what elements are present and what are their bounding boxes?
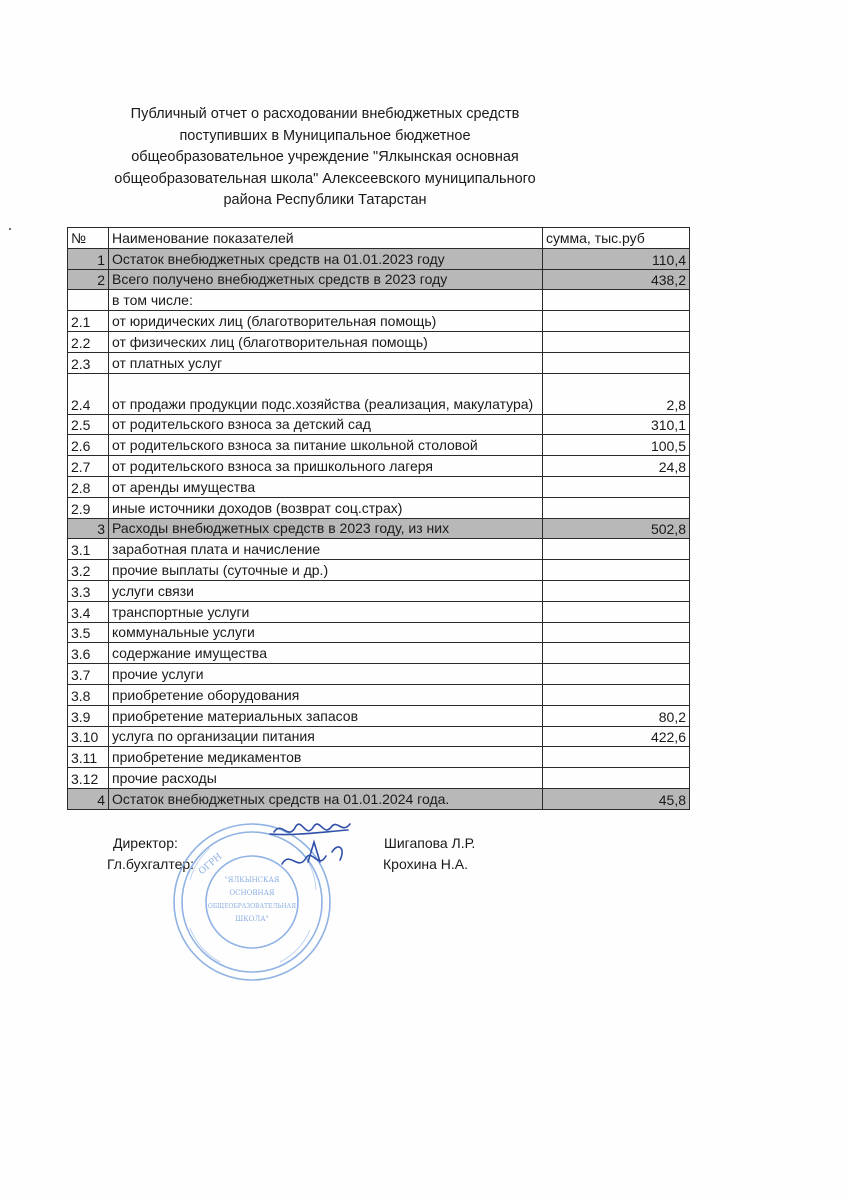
table-row (68, 705, 690, 726)
row-amount: 80,2 (543, 705, 690, 726)
row-number: 3.5 (68, 622, 109, 643)
row-amount (543, 476, 690, 497)
row-amount (543, 664, 690, 685)
title-line: общеобразовательное учреждение "Ялкынская основная (131, 149, 519, 165)
row-number: 2.6 (68, 435, 109, 456)
row-amount (543, 747, 690, 768)
row-amount (543, 331, 690, 352)
seal-text-line: "ЯЛКЫНСКАЯ (224, 876, 280, 884)
table-row (68, 414, 690, 435)
handwritten-signature (262, 812, 362, 882)
seal-outer-text: ОГРН (197, 851, 225, 878)
row-number: 2.3 (68, 352, 109, 373)
header-amount: сумма, тыс.руб (543, 228, 690, 249)
table-header-row (68, 228, 690, 249)
title-line: Публичный отчет о расходовании внебюджетных средств (130, 106, 520, 122)
row-number: 3.11 (68, 747, 109, 768)
row-name: прочие услуги (109, 664, 543, 685)
table-row (68, 331, 690, 352)
table-row (68, 269, 690, 290)
row-name: от платных услуг (109, 352, 543, 373)
table-row (68, 622, 690, 643)
row-name: от физических лиц (благотворительная помощь) (109, 331, 543, 352)
title-line: общеобразовательная школа" Алексеевского муниципального (114, 170, 536, 187)
row-name: от родительского взноса за пришкольного лагеря (109, 456, 543, 477)
seal-text-line: ОСНОВНАЯ (229, 889, 275, 897)
row-amount: 502,8 (543, 518, 690, 539)
row-name: от родительского взноса за питание школьной столовой (109, 435, 543, 456)
table-row (68, 768, 690, 789)
row-amount (543, 580, 690, 601)
row-amount: 422,6 (543, 726, 690, 747)
report-table (67, 227, 690, 810)
row-amount (543, 290, 690, 311)
row-number: 2.4 (68, 373, 109, 414)
director-name: Шигапова Л.Р. (384, 835, 476, 851)
row-name: от продажи продукции подс.хозяйства (реализация, макулатура) (109, 373, 543, 414)
row-amount: 100,5 (543, 435, 690, 456)
table-row (68, 456, 690, 477)
table-row (68, 311, 690, 332)
row-amount: 45,8 (543, 788, 690, 809)
table-row (68, 435, 690, 456)
row-number: 3 (68, 518, 109, 539)
row-number: 3.10 (68, 726, 109, 747)
row-name: содержание имущества (109, 643, 543, 664)
row-name: Остаток внебюджетных средств на 01.01.2023 году (109, 248, 543, 269)
table-row (68, 497, 690, 518)
table-row (68, 726, 690, 747)
row-number (68, 290, 109, 311)
row-name: Остаток внебюджетных средств на 01.01.2024 года. (109, 788, 543, 809)
row-amount (543, 560, 690, 581)
table-row (68, 788, 690, 809)
row-name: заработная плата и начисление (109, 539, 543, 560)
table-row (68, 476, 690, 497)
row-name: транспортные услуги (109, 601, 543, 622)
director-label: Директор: (113, 835, 178, 851)
row-number: 1 (68, 248, 109, 269)
row-amount (543, 311, 690, 332)
row-number: 2.1 (68, 311, 109, 332)
header-name: Наименование показателей (109, 228, 543, 249)
row-number: 2.2 (68, 331, 109, 352)
row-number: 3.8 (68, 684, 109, 705)
row-amount (543, 622, 690, 643)
row-name: от юридических лиц (благотворительная помощь) (109, 311, 543, 332)
row-number: 3.7 (68, 664, 109, 685)
row-amount: 2,8 (543, 373, 690, 414)
header-num: № (68, 228, 109, 249)
row-amount (543, 643, 690, 664)
row-amount (543, 352, 690, 373)
row-name: в том числе: (109, 290, 543, 311)
row-number: 2.8 (68, 476, 109, 497)
row-number: 4 (68, 788, 109, 809)
title-line: района Республики Татарстан (223, 192, 427, 208)
row-number: 3.12 (68, 768, 109, 789)
row-number: 3.6 (68, 643, 109, 664)
row-amount (543, 539, 690, 560)
row-number: 3.2 (68, 560, 109, 581)
accountant-name: Крохина Н.А. (383, 856, 469, 872)
row-name: прочие выплаты (суточные и др.) (109, 560, 543, 581)
table-row (68, 373, 690, 414)
row-number: 3.3 (68, 580, 109, 601)
table-row (68, 352, 690, 373)
row-name: от родительского взноса за детский сад (109, 414, 543, 435)
row-name: услуга по организации питания (109, 726, 543, 747)
row-amount: 110,4 (543, 248, 690, 269)
row-amount (543, 497, 690, 518)
table-row (68, 248, 690, 269)
row-number: 3.1 (68, 539, 109, 560)
row-number: 3.9 (68, 705, 109, 726)
row-name: иные источники доходов (возврат соц.страх) (109, 497, 543, 518)
table-row (68, 580, 690, 601)
table-row (68, 664, 690, 685)
table-row (68, 601, 690, 622)
row-amount (543, 601, 690, 622)
row-number: 3.4 (68, 601, 109, 622)
accountant-label: Гл.бухгалтер: (107, 856, 195, 872)
row-amount: 438,2 (543, 269, 690, 290)
row-name: коммунальные услуги (109, 622, 543, 643)
row-name: услуги связи (109, 580, 543, 601)
row-name: приобретение медикаментов (109, 747, 543, 768)
table-row (68, 560, 690, 581)
seal-text-line: ОБЩЕОБРАЗОВАТЕЛЬНАЯ (207, 903, 297, 910)
row-number: 2.7 (68, 456, 109, 477)
scan-speck (9, 228, 11, 230)
row-name: от аренды имущества (109, 476, 543, 497)
row-number: 2 (68, 269, 109, 290)
table-row (68, 747, 690, 768)
table-row (68, 518, 690, 539)
row-name: Всего получено внебюджетных средств в 2023 году (109, 269, 543, 290)
table-row (68, 684, 690, 705)
row-number: 2.5 (68, 414, 109, 435)
table-row (68, 539, 690, 560)
row-name: приобретение оборудования (109, 684, 543, 705)
row-amount: 310,1 (543, 414, 690, 435)
row-number: 2.9 (68, 497, 109, 518)
row-name: Расходы внебюджетных средств в 2023 году, из них (109, 518, 543, 539)
report-title (100, 104, 550, 212)
seal-text-line: ШКОЛА" (235, 915, 269, 923)
row-amount: 24,8 (543, 456, 690, 477)
row-amount (543, 684, 690, 705)
row-amount (543, 768, 690, 789)
table-row (68, 290, 690, 311)
row-name: приобретение материальных запасов (109, 705, 543, 726)
table-row (68, 643, 690, 664)
title-line: поступивших в Муниципальное бюджетное (179, 127, 471, 144)
row-name: прочие расходы (109, 768, 543, 789)
